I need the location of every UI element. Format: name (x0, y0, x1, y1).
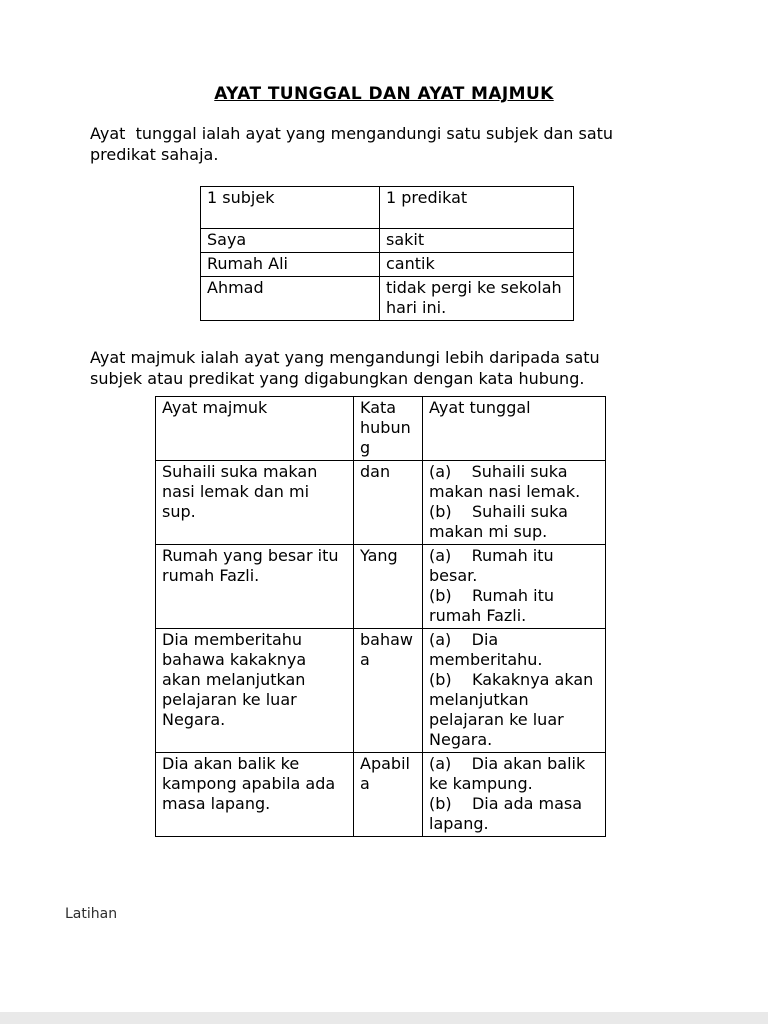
table1-header-subjek: 1 subjek (201, 187, 380, 229)
table-row (201, 229, 574, 253)
table1-cell-predikat: tidak pergi ke sekolah hari ini. (380, 277, 574, 321)
table1-cell-predikat: cantik (380, 253, 574, 277)
cell-ayat-tunggal (423, 461, 606, 545)
intro-paragraph-2: Ayat majmuk ialah ayat yang mengandungi lebih daripada satu subjek atau predikat yang digabungkan dengan kata hubung. (90, 348, 605, 388)
table-row (156, 545, 606, 629)
cell-ayat-majmuk: Dia memberitahu bahawa kakaknya akan melanjutkan pelajaran ke luar Negara. (156, 629, 354, 753)
cell-ayat-majmuk: Rumah yang besar itu rumah Fazli. (156, 545, 354, 629)
table1-cell-predikat: sakit (380, 229, 574, 253)
table1-cell-subjek: Ahmad (201, 277, 380, 321)
cell-kata-hubung: dan (354, 461, 423, 545)
table-row (156, 461, 606, 545)
table-row (201, 277, 574, 321)
cell-kata-hubung: Apabila (354, 753, 423, 837)
ayat-tunggal-item-b: (b) Rumah itu rumah Fazli. (429, 586, 560, 625)
table-row (201, 253, 574, 277)
ayat-tunggal-item-a: (a) Rumah itu besar. (429, 546, 559, 585)
ayat-tunggal-item-b: (b) Dia ada masa lapang. (429, 794, 588, 833)
ayat-tunggal-item-a: (a) Dia memberitahu. (429, 630, 543, 669)
table-header-row (156, 397, 606, 461)
footer-label: Latihan (65, 906, 118, 922)
table2-header-kata-hubung: Kata hubung (354, 397, 423, 461)
table2-header-ayat-majmuk: Ayat majmuk (156, 397, 354, 461)
cell-kata-hubung: bahawa (354, 629, 423, 753)
ayat-tunggal-item-b: (b) Suhaili suka makan mi sup. (429, 502, 574, 541)
cell-ayat-tunggal (423, 629, 606, 753)
subjek-predikat-table (200, 186, 574, 321)
cell-ayat-majmuk: Dia akan balik ke kampong apabila ada masa lapang. (156, 753, 354, 837)
table-row (156, 753, 606, 837)
cell-ayat-tunggal (423, 753, 606, 837)
ayat-tunggal-item-a: (a) Dia akan balik ke kampung. (429, 754, 591, 793)
table1-header-predikat: 1 predikat (380, 187, 574, 229)
page-title: AYAT TUNGGAL DAN AYAT MAJMUK (214, 84, 554, 104)
cell-ayat-majmuk: Suhaili suka makan nasi lemak dan mi sup. (156, 461, 354, 545)
ayat-tunggal-item-a: (a) Suhaili suka makan nasi lemak. (429, 462, 581, 501)
table2-header-ayat-tunggal: Ayat tunggal (423, 397, 606, 461)
ayat-tunggal-item-b: (b) Kakaknya akan melanjutkan pelajaran ke luar Negara. (429, 670, 599, 749)
table1-cell-subjek: Rumah Ali (201, 253, 380, 277)
intro-paragraph-1: Ayat tunggal ialah ayat yang mengandungi satu subjek dan satu predikat sahaja. (90, 124, 619, 164)
table-header-row (201, 187, 574, 229)
cell-kata-hubung: Yang (354, 545, 423, 629)
table-row (156, 629, 606, 753)
table1-cell-subjek: Saya (201, 229, 380, 253)
ayat-majmuk-table (155, 396, 606, 837)
cell-ayat-tunggal (423, 545, 606, 629)
